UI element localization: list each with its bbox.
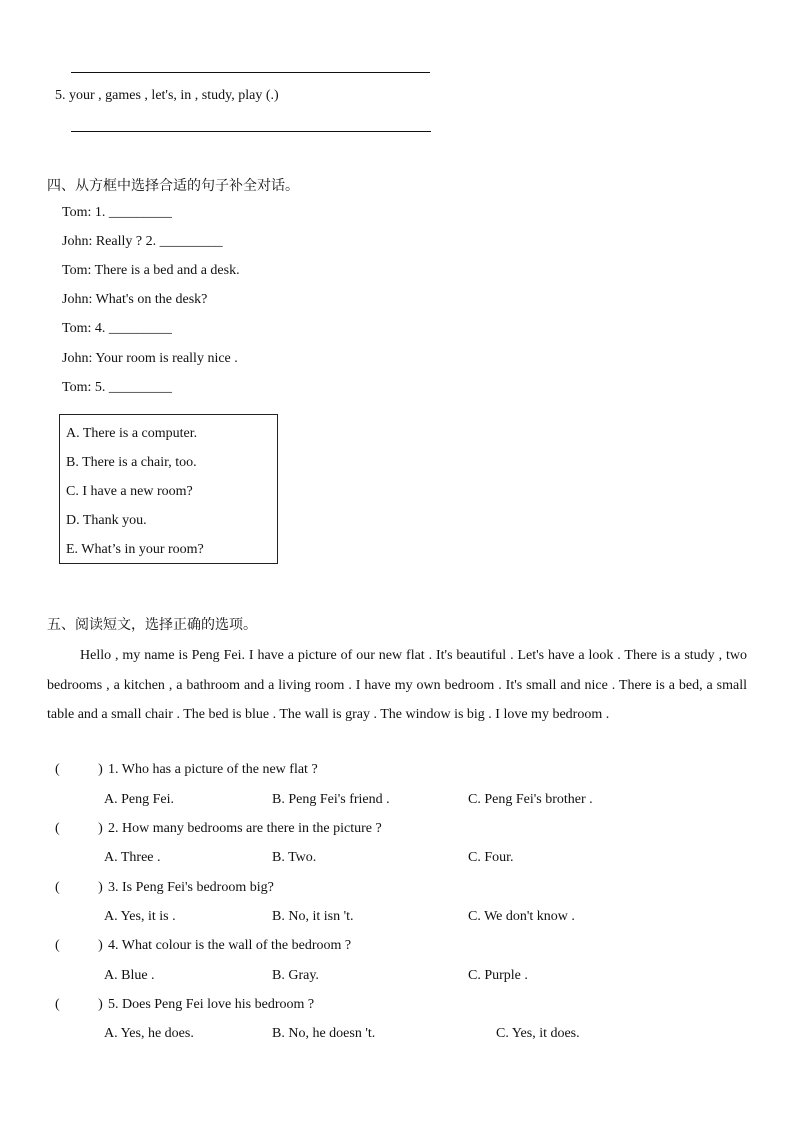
choice-b: B. Peng Fei's friend .	[272, 792, 390, 807]
answer-line-5	[71, 131, 431, 132]
answer-line-4	[71, 72, 430, 73]
question-stem: 2. How many bedrooms are there in the picture ?	[108, 821, 382, 836]
choice-c: C. Four.	[468, 850, 514, 865]
question-stem: 1. Who has a picture of the new flat ?	[108, 762, 318, 777]
question-stem: 5. Does Peng Fei love his bedroom ?	[108, 997, 315, 1012]
choice-a: A. Blue .	[104, 968, 155, 983]
question-stem: 4. What colour is the wall of the bedroom ?	[108, 938, 352, 953]
choice-c: C. Purple .	[468, 968, 528, 983]
dialogue-line: Tom: 4. _________	[62, 321, 172, 336]
choice-a: A. Peng Fei.	[104, 792, 174, 807]
option-b: B. There is a chair, too.	[66, 455, 197, 470]
choice-a: A. Yes, he does.	[104, 1026, 194, 1041]
choice-b: B. No, he doesn 't.	[272, 1026, 376, 1041]
dialogue-line: Tom: 5. _________	[62, 380, 172, 395]
answer-blank[interactable]: ( )	[55, 997, 103, 1012]
choice-b: B. No, it isn 't.	[272, 909, 354, 924]
choice-a: A. Yes, it is .	[104, 909, 176, 924]
option-e: E. What’s in your room?	[66, 542, 204, 557]
choice-a: A. Three .	[104, 850, 161, 865]
option-d: D. Thank you.	[66, 513, 147, 528]
option-a: A. There is a computer.	[66, 426, 198, 441]
section-4-heading: 四、从方框中选择合适的句子补全对话。	[47, 178, 299, 194]
dialogue-line: Tom: There is a bed and a desk.	[62, 263, 240, 278]
choice-c: C. Yes, it does.	[496, 1026, 580, 1041]
choice-b: B. Gray.	[272, 968, 319, 983]
dialogue-line: John: What's on the desk?	[62, 292, 208, 307]
question-stem: 3. Is Peng Fei's bedroom big?	[108, 880, 274, 895]
answer-blank[interactable]: ( )	[55, 880, 103, 895]
option-c: C. I have a new room?	[66, 484, 193, 499]
answer-blank[interactable]: ( )	[55, 938, 103, 953]
section-5-heading: 五、阅读短文，选择正确的选项。	[47, 617, 257, 633]
answer-blank[interactable]: ( )	[55, 821, 103, 836]
dialogue-line: John: Your room is really nice .	[62, 351, 238, 366]
dialogue-line: Tom: 1. _________	[62, 205, 172, 220]
choice-c: C. Peng Fei's brother .	[468, 792, 593, 807]
choice-b: B. Two.	[272, 850, 317, 865]
choice-c: C. We don't know .	[468, 909, 575, 924]
reorder-item-5: 5. your , games , let's, in , study, play (.)	[55, 88, 279, 103]
answer-blank[interactable]: ( )	[55, 762, 103, 777]
dialogue-line: John: Really ? 2. _________	[62, 234, 223, 249]
reading-passage: Hello , my name is Peng Fei. I have a picture of our new flat . It's beautiful . Let's have a look . There is a study , two bedrooms , a kitchen , a bathroom and a living room . I have my own bedroom . It's small and nice . There is a bed, a small table and a small chair . The bed is blue . The wall is gray . The window is big . I love my bedroom .	[47, 648, 747, 722]
